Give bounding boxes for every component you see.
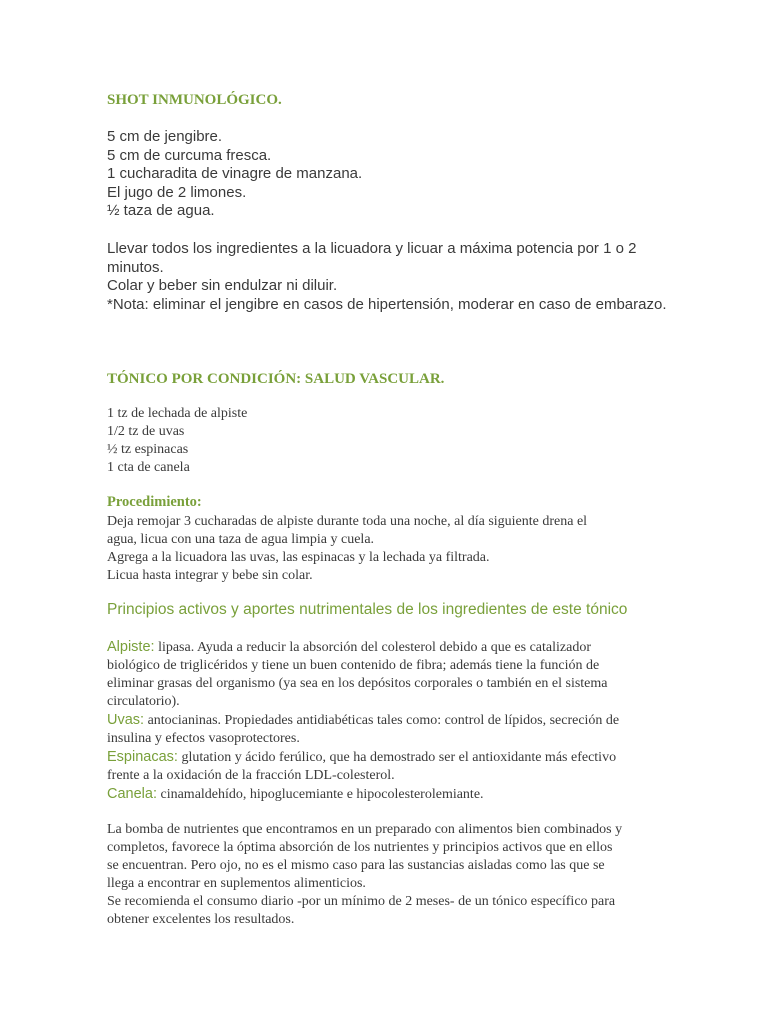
shot-instructions (107, 240, 707, 314)
term-text: frente a la oxidación de la fracción LDL-colesterol. (107, 768, 395, 783)
instruction-line: Colar y beber sin endulzar ni diluir. (107, 277, 338, 294)
closing-line: se encuentran. Pero ojo, no es el mismo caso para las sustancias aisladas como las que se (107, 858, 605, 873)
tonico-title: TÓNICO POR CONDICIÓN: SALUD VASCULAR. (107, 371, 445, 387)
term-text: antocianinas. Propiedades antidiabéticas tales como: control de lípidos, secreción de (144, 713, 620, 728)
procedure-line: agua, licua con una taza de agua limpia y cuela. (107, 532, 375, 547)
term-label: Canela: (107, 786, 157, 802)
principio-uvas (107, 711, 727, 748)
closing-line: completos, favorece la óptima absorción de los nutrientes y principios activos que en ellos (107, 840, 613, 855)
procedure-line: Deja remojar 3 cucharadas de alpiste durante toda una noche, al día siguiente drena el (107, 514, 588, 529)
principio-alpiste (107, 638, 727, 711)
term-text: circulatorio). (107, 694, 180, 709)
principio-canela (107, 785, 727, 804)
ingredient-line: 1 cta de canela (107, 460, 190, 475)
term-text: biológico de triglicéridos y tiene un buen contenido de fibra; además tiene la función de (107, 658, 600, 673)
term-text: eliminar grasas del organismo (ya sea en los depósitos corporales o también en el sistema (107, 676, 608, 691)
ingredient-line: 1 tz de lechada de alpiste (107, 406, 248, 421)
term-text: glutation y ácido ferúlico, que ha demostrado ser el antioxidante más efectivo (177, 750, 617, 765)
ingredient-line: 5 cm de jengibre. (107, 128, 223, 145)
shot-title: SHOT INMUNOLÓGICO. (107, 92, 282, 108)
term-text: cinamaldehído, hipoglucemiante e hipocolesterolemiante. (156, 787, 484, 802)
procedure-text (107, 513, 707, 585)
ingredient-line: ½ taza de agua. (107, 202, 215, 219)
principios-list (107, 638, 727, 804)
term-label: Espinacas: (107, 749, 178, 765)
ingredient-line: El jugo de 2 limones. (107, 183, 247, 201)
principios-title: Principios activos y aportes nutrimentales de los ingredientes de este tónico (107, 601, 628, 618)
tonico-ingredients (107, 405, 667, 477)
shot-ingredients (107, 128, 667, 221)
ingredient-line: 5 cm de curcuma fresca. (107, 146, 272, 164)
procedure-title: Procedimiento: (107, 494, 202, 510)
term-label: Uvas: (107, 712, 145, 728)
ingredient-line: ½ tz espinacas (107, 442, 189, 457)
instruction-line: minutos. (107, 258, 164, 276)
term-text: lipasa. Ayuda a reducir la absorción del colesterol debido a que es catalizador (154, 640, 591, 655)
closing-text (107, 821, 727, 929)
closing-line: llega a encontrar en suplementos alimenticios. (107, 876, 366, 891)
procedure-line: Licua hasta integrar y bebe sin colar. (107, 568, 313, 583)
instruction-line: *Nota: eliminar el jengibre en casos de hipertensión, moderar en caso de embarazo. (107, 295, 667, 313)
closing-line: La bomba de nutrientes que encontramos en un preparado con alimentos bien combinados y (107, 822, 623, 837)
ingredient-line: 1/2 tz de uvas (107, 424, 185, 439)
closing-line: obtener excelentes los resultados. (107, 912, 295, 927)
term-text: insulina y efectos vasoprotectores. (107, 731, 300, 746)
term-label: Alpiste: (107, 639, 155, 655)
procedure-line: Agrega a la licuadora las uvas, las espinacas y la lechada ya filtrada. (107, 550, 490, 565)
principio-espinacas (107, 748, 727, 785)
ingredient-line: 1 cucharadita de vinagre de manzana. (107, 165, 363, 182)
instruction-line: Llevar todos los ingredientes a la licuadora y licuar a máxima potencia por 1 o 2 (107, 240, 637, 257)
closing-line: Se recomienda el consumo diario -por un mínimo de 2 meses- de un tónico específico para (107, 894, 616, 909)
